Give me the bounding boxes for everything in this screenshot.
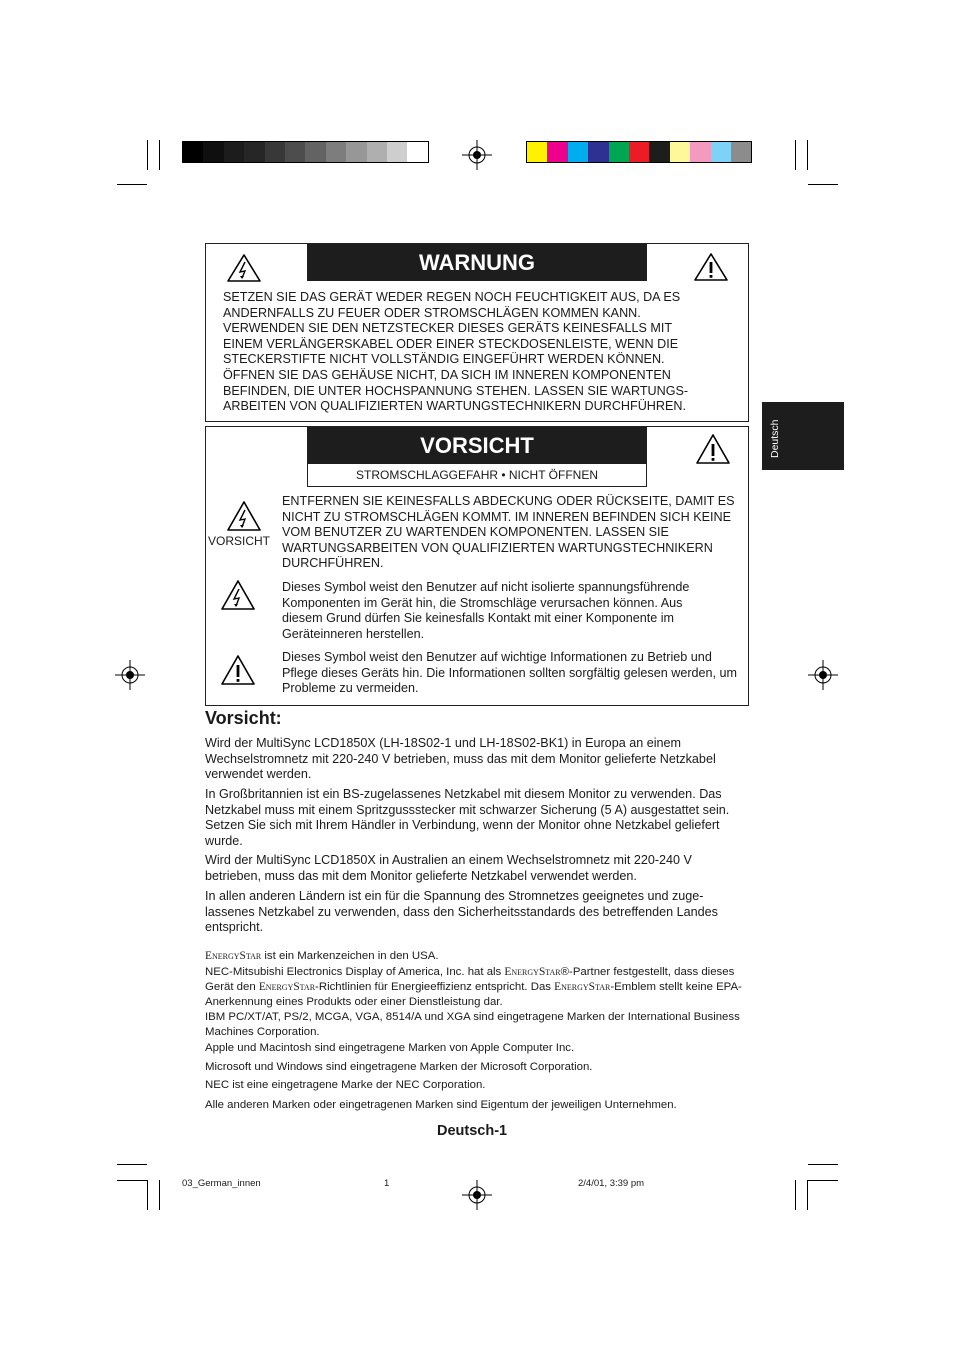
crop-mark [147,1180,148,1210]
crop-mark [808,1164,838,1165]
crop-mark [117,1180,147,1181]
color-swatch [224,142,244,162]
color-swatch [547,142,567,162]
registration-mark-icon [462,140,492,170]
color-swatch [588,142,608,162]
color-swatch [731,142,751,162]
trademark-microsoft: Microsoft und Windows sind eingetragene Marken der Microsoft Corporation. [205,1061,593,1073]
lightning-warning-icon [220,579,256,611]
caution-paragraph-1: Wird der MultiSync LCD1850X (LH-18S02-1 und LH-18S02-BK1) in Europa an einem Wechselstromnetz mit 220-240 V betrieben, muss das mit dem Monitor gelieferte Netzkabel verwendet werden. [205,736,716,782]
caution-subtitle: STROMSCHLAGGEFAHR • NICHT ÖFFNEN [356,468,598,482]
color-swatch [183,142,203,162]
crop-mark [808,1180,838,1181]
lightning-warning-icon [226,500,262,532]
trademark-others: Alle anderen Marken oder eingetragenen Marken sind Eigentum der jeweiligen Unternehmen. [205,1099,677,1111]
page-label: Deutsch-1 [437,1123,508,1139]
color-swatch [629,142,649,162]
color-swatch [305,142,325,162]
caution-subtitle-box [307,464,647,487]
exclamation-warning-icon [220,654,256,686]
caution-icon-label: VORSICHT [208,534,271,548]
color-calibration-bar [526,141,752,163]
color-swatch [649,142,669,162]
energy-star-mark: EnergyStar [205,950,262,962]
trademark-energy-star [205,949,745,964]
color-swatch [670,142,690,162]
footer-page-number: 1 [384,1178,390,1189]
trademark-ibm: IBM PC/XT/AT, PS/2, MCGA, VGA, 8514/A und XGA sind eingetragene Marken der International Business Machines Corporation. [205,1011,740,1039]
color-swatch [326,142,346,162]
color-swatch [346,142,366,162]
footer-file-name: 03_German_innen [182,1178,261,1189]
footer-date: 2/4/01, 3:39 pm [578,1178,645,1189]
registration-mark-icon [808,660,838,690]
crop-mark [795,1180,796,1210]
warning-box [205,243,749,422]
trademark-apple: Apple und Macintosh sind eingetragene Marken von Apple Computer Inc. [205,1042,575,1054]
crop-mark [795,140,796,170]
trademark-text: ist ein Markenzeichen in den USA. [261,950,439,962]
caution-paragraph-3: Wird der MultiSync LCD1850X in Australien an einem Wechselstromnetz mit 220-240 V betrieben, muss das mit dem Monitor gelieferte Netzkabel verwendet werden. [205,853,692,883]
color-swatch [711,142,731,162]
language-side-tab [762,402,844,470]
caution-paragraph-4: In allen anderen Ländern ist ein für die Spannung des Stromnetzes geeignetes und zuge-lassenes Netzkabel zu verwenden, dass den Sicherheitsstandards des betreffenden Landes entspricht. [205,889,718,935]
side-tab-label: Deutsch [769,419,781,458]
color-swatch [690,142,710,162]
crop-mark [807,1180,808,1210]
color-swatch [203,142,223,162]
exclamation-warning-icon [695,433,731,465]
color-swatch [387,142,407,162]
warning-title: WARNUNG [418,249,536,275]
color-swatch [609,142,629,162]
color-swatch [527,142,547,162]
caution-box [205,426,749,706]
color-swatch [265,142,285,162]
registration-mark-icon [115,660,145,690]
color-swatch [244,142,264,162]
caution-text-3: Dieses Symbol weist den Benutzer auf wichtige Informationen zu Betrieb und Pflege dieses Geräts hin. Die Informationen sollten sorgfältig gelesen werden, um Probleme zu vermeiden. [282,650,738,696]
color-swatch [568,142,588,162]
lightning-warning-icon [226,253,262,283]
trademark-nec: NEC ist eine eingetragene Marke der NEC Corporation. [205,1079,486,1091]
color-swatch [407,142,427,162]
caution-paragraph-2: In Großbritannien ist ein BS-zugelassenes Netzkabel mit diesem Monitor zu verwenden. Das Netzkabel muss mit einem Spritzgussstecker mit schwarzer Sicherung (5 A) ausgestattet sein. Setzen Sie sich mit Ihrem Händler in Verbindung, wenn der Monitor ohne Netzkabel geliefert wurde. [205,787,730,848]
crop-mark [117,184,147,185]
crop-mark [159,1180,160,1210]
exclamation-warning-icon [693,252,729,282]
crop-mark [807,140,808,170]
trademark-nec-mitsubishi: NEC-Mitsubishi Electronics Display of America, Inc. hat als EnergyStar®-Partner festgestellt, dass dieses Gerät den EnergyStar-Richtlinien für Energieeffizienz entspricht. Das EnergyStar-Emblem stellt keine EPA-Anerkennung eines Produkts oder einer Dienstleistung dar. [205,966,742,1009]
crop-mark [147,140,148,170]
caution-text-1: ENTFERNEN SIE KEINESFALLS ABDECKUNG ODER RÜCKSEITE, DAMIT ES NICHT ZU STROMSCHLÄGEN KOMMT. IM INNEREN BEFINDEN SICH KEINE VOM BENUTZER ZU WARTENDEN KOMPONENTEN. LASSEN SIE WARTUNGSARBEITEN VON QUALIFIZIERTEN WARTUNGSTECHNIKERN DURCHFÜHREN. [282,494,735,571]
warning-banner [307,244,647,281]
crop-mark [159,140,160,170]
registration-mark-icon [462,1180,492,1210]
color-swatch [367,142,387,162]
color-swatch [285,142,305,162]
crop-mark [808,184,838,185]
caution-title: VORSICHT [420,432,534,458]
caution-heading: Vorsicht: [205,708,282,728]
warning-text: SETZEN SIE DAS GERÄT WEDER REGEN NOCH FEUCHTIGKEIT AUS, DA ES ANDERNFALLS ZU FEUER ODER STROMSCHLÄGEN KOMMEN KANN. VERWENDEN SIE DEN NETZSTECKER DIESES GERÄTS KEINESFALLS MIT EINEM VERLÄNGERSKABEL ODER EINER STECKDOSENLEISTE, WENN DIE STECKERSTIFTE NICHT VOLLSTÄNDIG EINGEFÜHRT WERDEN KÖNNEN. ÖFFNEN SIE DAS GEHÄUSE NICHT, DA SICH IM INNEREN KOMPONENTEN BEFINDEN, DIE UNTER HOCHSPANNUNG STEHEN. LASSEN SIE WARTUNGS-ARBEITEN VON QUALIFIZIERTEN WARTUNGSTECHNIKERN DURCHFÜHREN. [223,290,689,414]
gray-calibration-bar [182,141,429,163]
crop-mark [117,1164,147,1165]
caution-banner [307,427,647,464]
caution-text-2: Dieses Symbol weist den Benutzer auf nicht isolierte spannungsführende Komponenten im Gerät hin, die Stromschläge verursachen können. Aus diesem Grund dürfen Sie keinesfalls Kontakt mit einer Komponente im Geräteinneren herstellen. [282,580,690,641]
